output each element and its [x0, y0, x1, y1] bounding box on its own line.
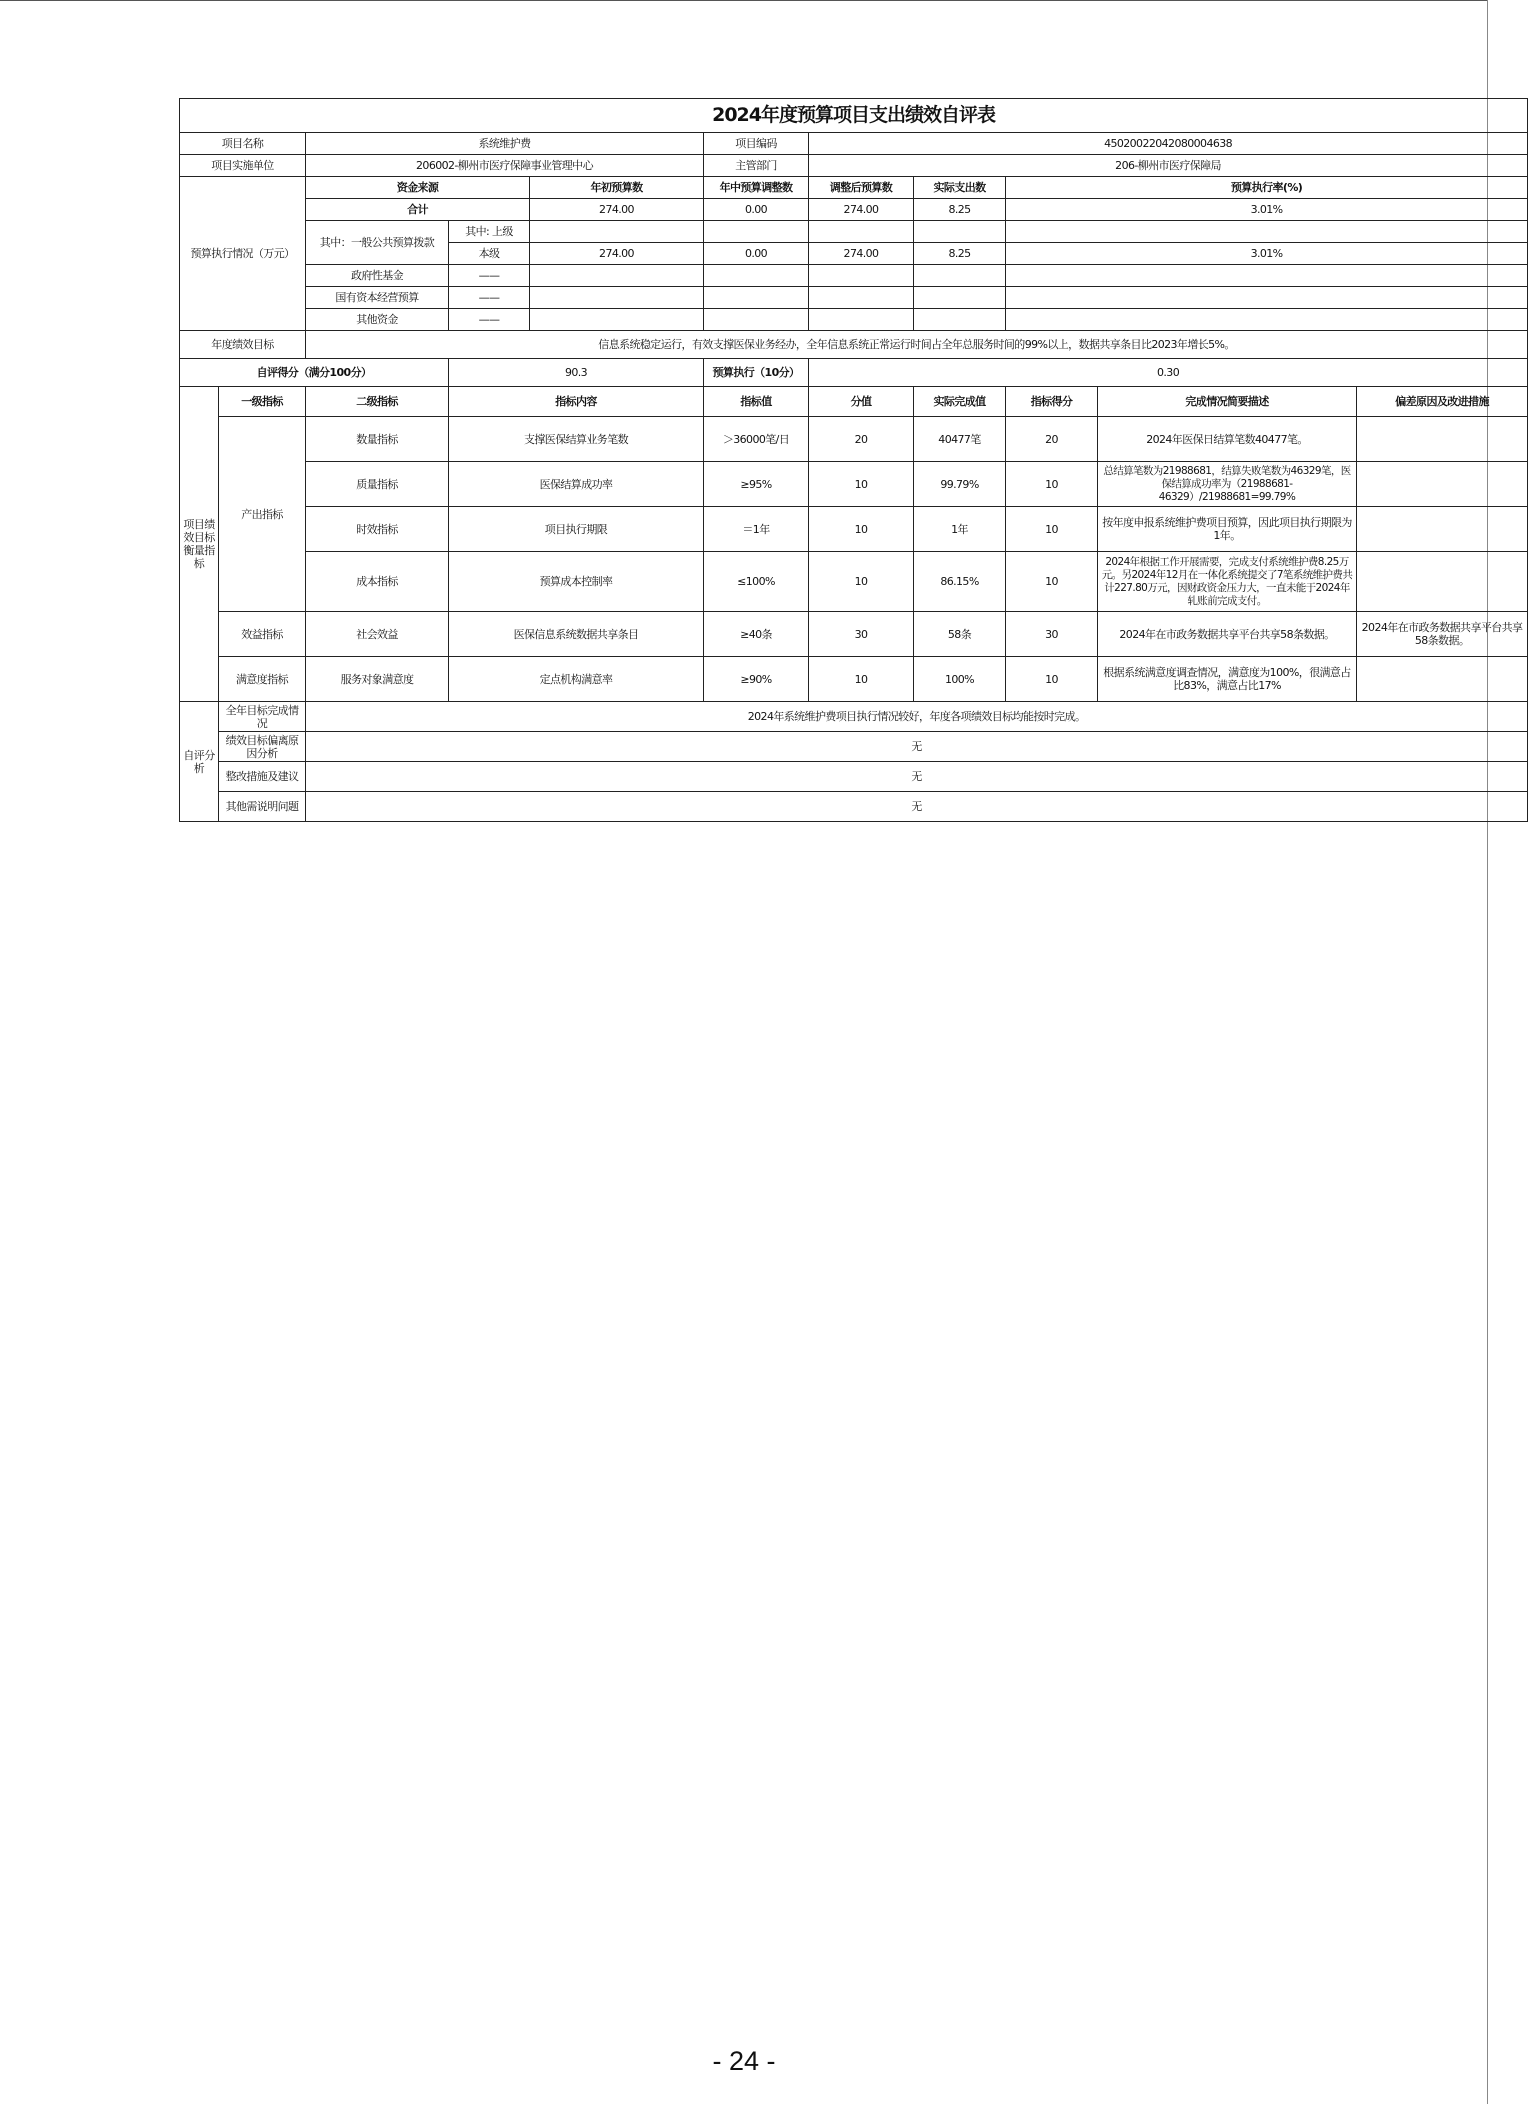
evaluation-table: [179, 98, 1528, 822]
superior-rate: [1006, 221, 1528, 243]
indicator-desc: 根据系统满意度调查情况，满意度为100%，很满意占比83%，满意占比17%: [1098, 657, 1357, 702]
header-midyear-adjust: 年中预算调整数: [704, 177, 809, 199]
header-initial-budget: 年初预算数: [530, 177, 704, 199]
local-actual: 8.25: [914, 243, 1006, 265]
superior-adjusted: [809, 221, 914, 243]
header-points: 分值: [809, 387, 914, 417]
indicator-points: 10: [809, 507, 914, 552]
exec-score-label: 预算执行（10分）: [704, 359, 809, 387]
total-label: 合计: [306, 199, 530, 221]
indicator-level2: 质量指标: [306, 462, 449, 507]
indicator-target: ＝1年: [704, 507, 809, 552]
indicator-desc: 总结算笔数为21988681，结算失败笔数为46329笔，医保结算成功率为（21988681-46329）/21988681=99.79%: [1098, 462, 1357, 507]
indicator-level2: 服务对象满意度: [306, 657, 449, 702]
indicator-desc: 2024年在市政务数据共享平台共享58条数据。: [1098, 612, 1357, 657]
header-content: 指标内容: [449, 387, 704, 417]
analysis-label: 全年目标完成情况: [219, 702, 306, 732]
indicator-level2: 社会效益: [306, 612, 449, 657]
indicator-content: 预算成本控制率: [449, 552, 704, 612]
page-top-rule: [0, 0, 1488, 1]
analysis-section-label: 自评分析: [180, 702, 219, 822]
indicator-content: 项目执行期限: [449, 507, 704, 552]
local-rate: 3.01%: [1006, 243, 1528, 265]
indicator-desc: 2024年根据工作开展需要，完成支付系统维护费8.25万元。另2024年12月在一体化系统提交了7笔系统维护费共计227.80万元，因财政资金压力大，一直未能于2024年轧账前完成支付。: [1098, 552, 1357, 612]
analysis-label: 绩效目标偏离原因分析: [219, 732, 306, 762]
analysis-text: 无: [306, 792, 1528, 822]
indicator-level2: 成本指标: [306, 552, 449, 612]
analysis-label: 整改措施及建议: [219, 762, 306, 792]
header-target-value: 指标值: [704, 387, 809, 417]
other-fund-label: 其他资金: [306, 309, 449, 331]
indicator-content: 支撑医保结算业务笔数: [449, 417, 704, 462]
header-level1: 一级指标: [219, 387, 306, 417]
general-budget-label: 其中：一般公共预算拨款: [306, 221, 449, 265]
indicator-deviation: [1357, 507, 1528, 552]
indicator-content: 医保结算成功率: [449, 462, 704, 507]
total-actual: 8.25: [914, 199, 1006, 221]
indicator-score: 30: [1006, 612, 1098, 657]
indicator-level2: 时效指标: [306, 507, 449, 552]
project-code-label: 项目编码: [704, 133, 809, 155]
self-score-value: 90.3: [449, 359, 704, 387]
header-actual-value: 实际完成值: [914, 387, 1006, 417]
superior-adjust: [704, 221, 809, 243]
indicator-score: 10: [1006, 462, 1098, 507]
analysis-text: 无: [306, 732, 1528, 762]
indicator-target: ≥40条: [704, 612, 809, 657]
exec-score-value: 0.30: [809, 359, 1528, 387]
indicator-actual: 1年: [914, 507, 1006, 552]
state-capital-dash: ——: [449, 287, 530, 309]
project-code-value: 45020022042080004638: [809, 133, 1528, 155]
dept-value: 206-柳州市医疗保障局: [809, 155, 1528, 177]
header-adjusted-budget: 调整后预算数: [809, 177, 914, 199]
indicator-points: 10: [809, 462, 914, 507]
header-level2: 二级指标: [306, 387, 449, 417]
local-adjusted: 274.00: [809, 243, 914, 265]
gov-fund-label: 政府性基金: [306, 265, 449, 287]
indicator-desc: 按年度申报系统维护费项目预算，因此项目执行期限为1年。: [1098, 507, 1357, 552]
output-indicator-label: 产出指标: [219, 417, 306, 612]
table-title: 2024年度预算项目支出绩效自评表: [180, 99, 1528, 133]
indicator-actual: 100%: [914, 657, 1006, 702]
analysis-text: 无: [306, 762, 1528, 792]
header-deviation: 偏差原因及改进措施: [1357, 387, 1528, 417]
indicator-actual: 40477笔: [914, 417, 1006, 462]
indicator-score: 20: [1006, 417, 1098, 462]
indicator-content: 医保信息系统数据共享条目: [449, 612, 704, 657]
gov-fund-dash: ——: [449, 265, 530, 287]
other-fund-dash: ——: [449, 309, 530, 331]
benefit-indicator-label: 效益指标: [219, 612, 306, 657]
indicator-target: ≥95%: [704, 462, 809, 507]
indicator-score: 10: [1006, 552, 1098, 612]
annual-goal-label: 年度绩效目标: [180, 331, 306, 359]
header-exec-rate: 预算执行率(%): [1006, 177, 1528, 199]
indicator-deviation: [1357, 462, 1528, 507]
total-rate: 3.01%: [1006, 199, 1528, 221]
superior-initial: [530, 221, 704, 243]
total-adjusted: 274.00: [809, 199, 914, 221]
indicator-score: 10: [1006, 507, 1098, 552]
indicator-deviation: 2024年在市政务数据共享平台共享58条数据。: [1357, 612, 1528, 657]
indicator-deviation: [1357, 417, 1528, 462]
indicator-actual: 99.79%: [914, 462, 1006, 507]
superior-actual: [914, 221, 1006, 243]
indicator-target: ＞36000笔/日: [704, 417, 809, 462]
indicator-actual: 58条: [914, 612, 1006, 657]
superior-label: 其中: 上级: [449, 221, 530, 243]
satisfaction-indicator-label: 满意度指标: [219, 657, 306, 702]
self-score-label: 自评得分（满分100分）: [180, 359, 449, 387]
dept-label: 主管部门: [704, 155, 809, 177]
analysis-label: 其他需说明问题: [219, 792, 306, 822]
indicator-content: 定点机构满意率: [449, 657, 704, 702]
header-indicator-score: 指标得分: [1006, 387, 1098, 417]
page-number: - 24 -: [712, 2046, 776, 2076]
impl-unit-value: 206002-柳州市医疗保障事业管理中心: [306, 155, 704, 177]
indicator-desc: 2024年医保日结算笔数40477笔。: [1098, 417, 1357, 462]
header-fund-source: 资金来源: [306, 177, 530, 199]
indicator-points: 20: [809, 417, 914, 462]
header-description: 完成情况简要描述: [1098, 387, 1357, 417]
annual-goal-text: 信息系统稳定运行，有效支撑医保业务经办，全年信息系统正常运行时间占全年总服务时间的99%以上，数据共享条目比2023年增长5%。: [306, 331, 1528, 359]
state-capital-label: 国有资本经营预算: [306, 287, 449, 309]
header-actual-spend: 实际支出数: [914, 177, 1006, 199]
indicator-score: 10: [1006, 657, 1098, 702]
indicator-level2: 数量指标: [306, 417, 449, 462]
indicator-points: 10: [809, 657, 914, 702]
indicator-points: 30: [809, 612, 914, 657]
indicator-actual: 86.15%: [914, 552, 1006, 612]
project-name-value: 系统维护费: [306, 133, 704, 155]
project-name-label: 项目名称: [180, 133, 306, 155]
local-adjust: 0.00: [704, 243, 809, 265]
indicator-deviation: [1357, 552, 1528, 612]
indicator-section-label: 项目绩效目标衡量指标: [180, 387, 219, 702]
budget-section-label: 预算执行情况（万元）: [180, 177, 306, 331]
indicator-points: 10: [809, 552, 914, 612]
indicator-target: ≤100%: [704, 552, 809, 612]
impl-unit-label: 项目实施单位: [180, 155, 306, 177]
indicator-deviation: [1357, 657, 1528, 702]
local-label: 本级: [449, 243, 530, 265]
local-initial: 274.00: [530, 243, 704, 265]
indicator-target: ≥90%: [704, 657, 809, 702]
total-initial: 274.00: [530, 199, 704, 221]
analysis-text: 2024年系统维护费项目执行情况较好，年度各项绩效目标均能按时完成。: [306, 702, 1528, 732]
total-adjust: 0.00: [704, 199, 809, 221]
